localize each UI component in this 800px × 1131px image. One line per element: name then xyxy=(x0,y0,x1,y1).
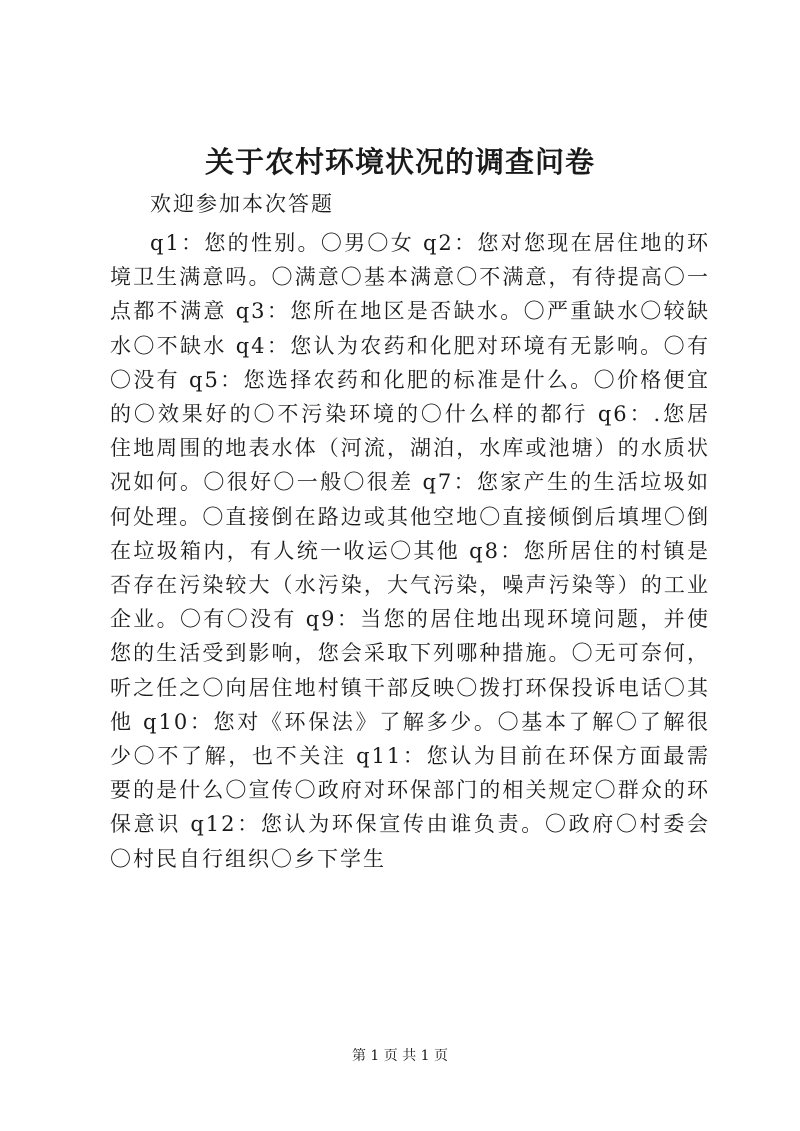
survey-body-text: q1：您的性别。〇男〇女 q2：您对您现在居住地的环境卫生满意吗。〇满意〇基本满意〇不满意，有待提高〇一点都不满意 q3：您所在地区是否缺水。〇严重缺水〇较缺水〇不缺水 q4：您认为农药和化肥对环境有无影响。〇有〇没有 q5：您选择农药和化肥的标准是什么。〇价格便宜的〇效果好的〇不污染环境的〇什么样的都行 q6：.您居住地周围的地表水体（河流，湖泊，水库或池塘）的水质状况如何。〇很好〇一般〇很差 q7：您家产生的生活垃圾如何处理。〇直接倒在路边或其他空地〇直接倾倒后填埋〇倒在垃圾箱内，有人统一收运〇其他 q8：您所居住的村镇是否存在污染较大（水污染，大气污染，噪声污染等）的工业企业。〇有〇没有 q9：当您的居住地出现环境问题，并使您的生活受到影响，您会采取下列哪种措施。〇无可奈何，听之任之〇向居住地村镇干部反映〇拨打环保投诉电话〇其他 q10：您对《环保法》了解多少。〇基本了解〇了解很少〇不了解，也不关注 q11：您认为目前在环保方面最需要的是什么〇宣传〇政府对环保部门的相关规定〇群众的环保意识 q12：您认为环保宣传由谁负责。〇政府〇村委会〇村民自行组织〇乡下学生 xyxy=(110,231,710,871)
document-title: 关于农村环境状况的调查问卷 xyxy=(204,145,595,179)
welcome-text: 欢迎参加本次答题 xyxy=(150,192,334,216)
page-footer: 第 1 页 共 1 页 xyxy=(351,1048,449,1064)
